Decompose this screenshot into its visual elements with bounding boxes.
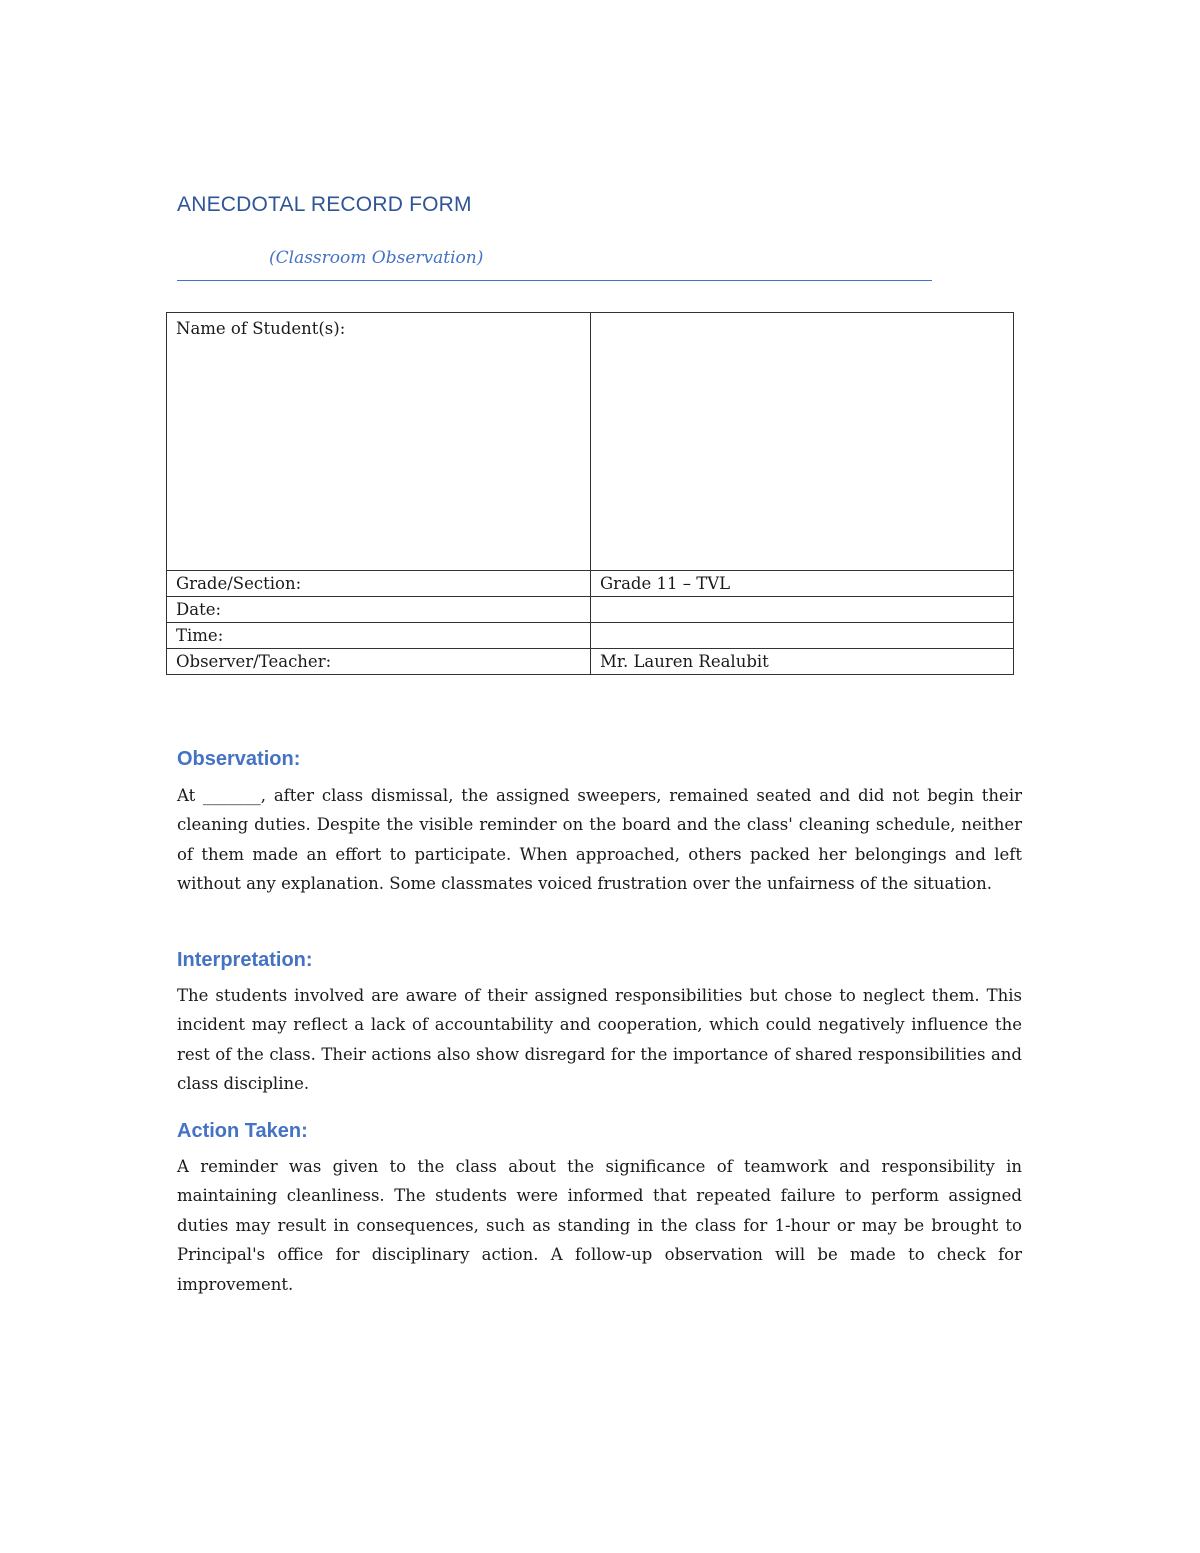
interpretation-body: The students involved are aware of their assigned responsibilities but chose to neglect them. This incident may reflect a lack of accountability and cooperation, which could negatively influence the rest of the class. Their actions also show disregard for the importance of shared responsibilities and class discipline. xyxy=(177,986,1022,1094)
observation-body: At _______, after class dismissal, the assigned sweepers, remained seated and did not begin their cleaning duties. Despite the visible reminder on the board and the class' cleaning schedule, neither of them made an effort to participate. When approached, others packed her belongings and left without any explanation. Some classmates voiced frustration over the unfairness of the situation. xyxy=(177,786,1022,894)
student-info-table xyxy=(166,312,1014,675)
document-title: ANECDOTAL RECORD FORM xyxy=(177,193,472,216)
observer-label-cell: Observer/Teacher: xyxy=(167,649,591,675)
table-row-grade xyxy=(167,571,1014,597)
action-taken-heading: Action Taken: xyxy=(177,1120,308,1142)
name-label-cell: Name of Student(s): xyxy=(167,313,591,571)
date-value-cell[interactable] xyxy=(591,597,1014,623)
table-row-time xyxy=(167,623,1014,649)
table-row-observer xyxy=(167,649,1014,675)
action-taken-body: A reminder was given to the class about the significance of teamwork and responsibility in maintaining cleanliness. The students were informed that repeated failure to perform assigned duties may result in consequences, such as standing in the class for 1-hour or may be brought to Principal's office for disciplinary action. A follow-up observation will be made to check for improvement. xyxy=(177,1157,1022,1294)
interpretation-heading: Interpretation: xyxy=(177,949,313,971)
grade-value-cell[interactable]: Grade 11 – TVL xyxy=(591,571,1014,597)
name-value-cell[interactable] xyxy=(591,313,1014,571)
date-label-cell: Date: xyxy=(167,597,591,623)
observation-heading: Observation: xyxy=(177,748,301,770)
subtitle-underline xyxy=(177,248,932,281)
table-row-date xyxy=(167,597,1014,623)
observer-value-cell[interactable]: Mr. Lauren Realubit xyxy=(591,649,1014,675)
grade-label-cell: Grade/Section: xyxy=(167,571,591,597)
table-row-name xyxy=(167,313,1014,571)
time-label-cell: Time: xyxy=(167,623,591,649)
document-subtitle: (Classroom Observation) xyxy=(269,248,484,268)
time-value-cell[interactable] xyxy=(591,623,1014,649)
